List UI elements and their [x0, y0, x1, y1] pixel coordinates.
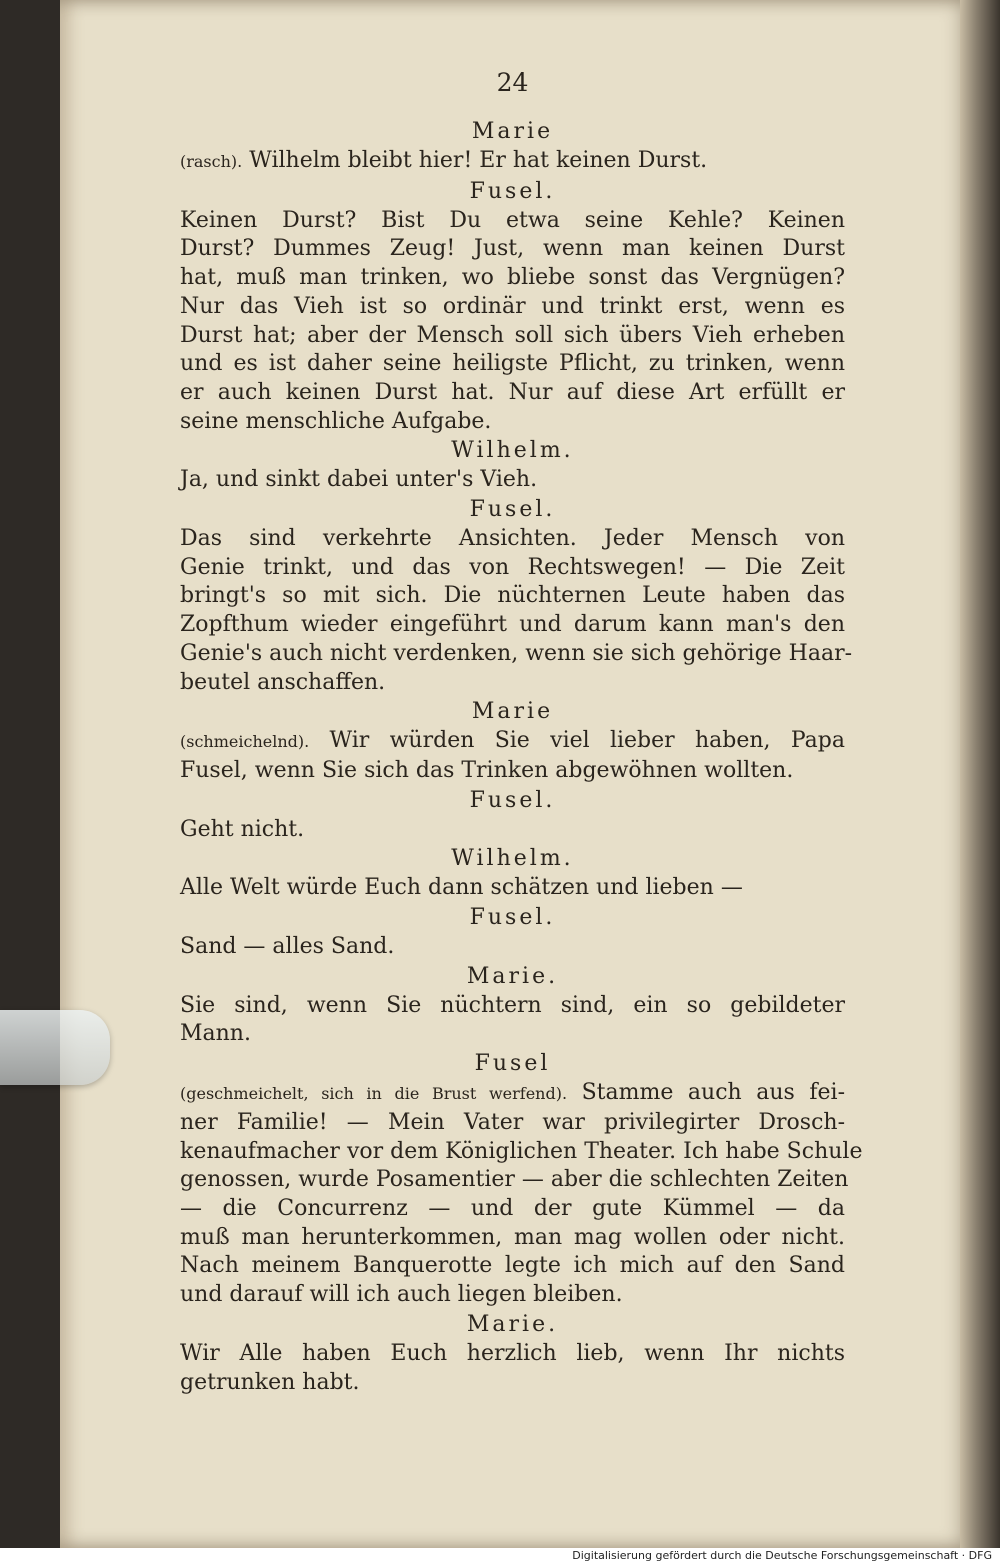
- text-line: [180, 207, 845, 236]
- speaker-name: Fusel.: [469, 905, 556, 931]
- speaker-name: Fusel.: [469, 497, 556, 523]
- line-text: Keinen Durst? Bist Du etwa seine Kehle? Keinen: [180, 207, 845, 233]
- line-text: Zopfthum wieder eingeführt und darum kann man's den: [180, 612, 845, 638]
- footer-text: Digitalisierung gefördert durch die Deutsche Forschungsgemeinschaft · DFG: [572, 1549, 992, 1562]
- line-text: und darauf will ich auch liegen bleiben.: [180, 1282, 623, 1308]
- speaker-name: Marie: [471, 699, 554, 725]
- stage-direction: (geschmeichelt, sich in die Brust werfend).: [180, 1084, 568, 1104]
- text-line: [180, 147, 845, 177]
- text-line: [180, 293, 845, 322]
- speaker-name: Fusel.: [469, 787, 556, 813]
- text-line: [180, 554, 845, 583]
- line-text: Genie trinkt, und das von Rechtswegen! — Die Zeit: [180, 554, 845, 580]
- text-line: [180, 1079, 845, 1109]
- plastic-page-clip: [0, 1010, 110, 1085]
- text-line: [180, 1109, 845, 1138]
- line-text: kenaufmacher vor dem Königlichen Theater. Ich habe Schule: [180, 1138, 863, 1164]
- line-text: Nur das Vieh ist so ordinär und trinkt erst, wenn es: [180, 293, 845, 319]
- text-line: [180, 933, 845, 962]
- text-line: [180, 992, 845, 1021]
- text-line: [180, 611, 845, 640]
- stage-direction: (schmeichelnd).: [180, 732, 310, 752]
- line-text: hat, muß man trinken, wo bliebe sonst das Vergnügen?: [180, 265, 845, 291]
- text-line: [180, 582, 845, 611]
- text-line: [180, 379, 845, 408]
- line-text: Wilhelm bleibt hier! Er hat keinen Durst.: [249, 148, 708, 173]
- speaker-name: Marie: [471, 119, 554, 144]
- line-text: Nach meinem Banquerotte legte ich mich auf den Sand: [180, 1253, 845, 1279]
- text-line: [180, 757, 845, 786]
- dialogue: [180, 117, 863, 1397]
- line-text: genossen, wurde Posamentier — aber die schlechten Zeiten: [180, 1167, 849, 1193]
- line-text: Geht nicht.: [180, 816, 305, 842]
- line-text: Alle Welt würde Euch dann schätzen und lieben —: [180, 875, 743, 901]
- text-line: [180, 1020, 845, 1049]
- speaker-name: Marie.: [466, 1311, 559, 1337]
- text-line: [180, 1224, 845, 1253]
- text-line: [180, 264, 845, 293]
- line-text: — die Concurrenz — und der gute Kümmel — da: [180, 1195, 845, 1221]
- speaker-name: Fusel: [474, 1051, 551, 1077]
- text-line: [180, 350, 845, 379]
- text-line: [180, 727, 845, 757]
- line-text: Mann.: [180, 1021, 251, 1047]
- line-text: Genie's auch nicht verdenken, wenn sie sich gehörige Haar-: [180, 640, 853, 666]
- line-text: seine menschliche Aufgabe.: [180, 408, 492, 434]
- text-line: [180, 640, 853, 669]
- line-text: Fusel, wenn Sie sich das Trinken abgewöhnen wollten.: [180, 757, 794, 783]
- line-text: Sand — alles Sand.: [180, 934, 395, 960]
- line-text: Durst hat; aber der Mensch soll sich übers Vieh erheben: [180, 322, 845, 348]
- stage-direction: (rasch).: [180, 152, 243, 171]
- page-number: 24: [496, 68, 529, 97]
- line-text: Das sind verkehrte Ansichten. Jeder Mensch von: [180, 526, 845, 552]
- speaker-name: Wilhelm.: [451, 438, 574, 464]
- line-text: Wir Alle haben Euch herzlich lieb, wenn Ihr nichts: [180, 1340, 845, 1366]
- line-text: Durst? Dummes Zeug! Just, wenn man keinen Durst: [180, 236, 845, 262]
- page-text: [180, 60, 863, 1397]
- line-text: Stamme auch aus fei-: [581, 1080, 846, 1106]
- text-line: [180, 1281, 845, 1310]
- text-line: [180, 669, 845, 698]
- speaker-name: Marie.: [466, 963, 559, 989]
- text-line: [180, 816, 845, 845]
- text-line: [180, 235, 845, 264]
- line-text: er auch keinen Durst hat. Nur auf diese Art erfüllt er: [180, 379, 845, 405]
- line-text: bringt's so mit sich. Die nüchternen Leute haben das: [180, 583, 845, 609]
- line-text: Ja, und sinkt dabei unter's Vieh.: [180, 467, 538, 493]
- line-text: getrunken habt.: [180, 1369, 360, 1395]
- text-line: [180, 1252, 845, 1281]
- text-line: [180, 1195, 845, 1224]
- text-line: [180, 1369, 845, 1398]
- speaker-name: Fusel.: [469, 178, 556, 204]
- text-line: [180, 874, 845, 903]
- page-edge-right: [960, 0, 1000, 1548]
- line-text: Sie sind, wenn Sie nüchtern sind, ein so gebildeter: [180, 992, 845, 1018]
- digitization-footer: [0, 1548, 1000, 1563]
- text-line: [180, 466, 845, 495]
- text-line: [180, 525, 845, 554]
- text-line: [180, 408, 845, 437]
- line-text: muß man herunterkommen, man mag wollen oder nicht.: [180, 1224, 845, 1250]
- text-line: [180, 322, 845, 351]
- speaker-name: Wilhelm.: [451, 846, 574, 872]
- text-line: [180, 1138, 863, 1167]
- line-text: und es ist daher seine heiligste Pflicht, zu trinken, wenn: [180, 351, 845, 377]
- text-line: [180, 1340, 845, 1369]
- text-line: [180, 1166, 849, 1195]
- line-text: ner Familie! — Mein Vater war privilegirter Drosch-: [180, 1109, 845, 1135]
- line-text: beutel anschaffen.: [180, 669, 386, 695]
- line-text: Wir würden Sie viel lieber haben, Papa: [329, 728, 845, 754]
